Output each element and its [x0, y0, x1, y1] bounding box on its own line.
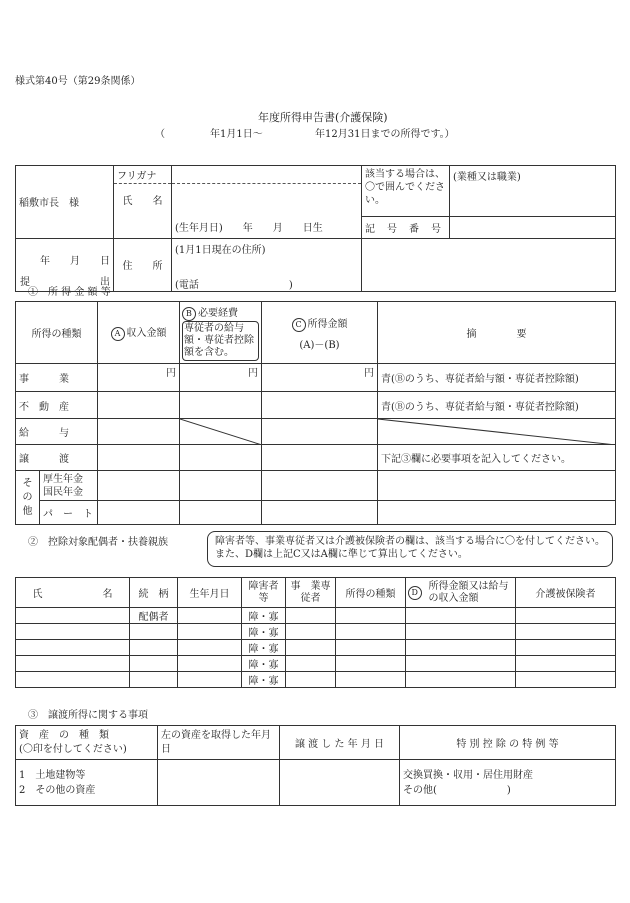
- salary-memo-crossed: [378, 419, 616, 445]
- dep-relation[interactable]: [130, 672, 178, 688]
- birthdate-field[interactable]: (生年月日) 年 月 日生: [172, 216, 362, 238]
- business-memo[interactable]: 青(Ⓑのうち、専従者給与額・専従者控除額): [378, 364, 616, 392]
- transfer-revenue[interactable]: [98, 445, 180, 471]
- col-income-amount: 所得金額又は給与の収入金額: [426, 578, 516, 608]
- col-acquired: 左の資産を取得した年月日: [158, 726, 280, 760]
- transfer-table: [15, 725, 616, 806]
- section1-heading: ① 所 得 金 額 等: [28, 287, 111, 298]
- dep-name[interactable]: [16, 624, 130, 640]
- realestate-memo[interactable]: 青(Ⓑのうち、専従者給与額・専従者控除額): [378, 392, 616, 419]
- dep-disability[interactable]: 障・寡: [242, 608, 286, 624]
- dep-care-insured[interactable]: [516, 672, 616, 688]
- dep-worker[interactable]: [286, 672, 336, 688]
- dep-income-amount[interactable]: [406, 624, 516, 640]
- realestate-revenue[interactable]: [98, 392, 180, 419]
- dep-name[interactable]: [16, 656, 130, 672]
- dep-income-amount[interactable]: [406, 640, 516, 656]
- dep-disability[interactable]: 障・寡: [242, 656, 286, 672]
- business-revenue[interactable]: 円: [98, 364, 180, 392]
- row-business: 事 業: [16, 364, 98, 392]
- address-label: 住 所: [114, 238, 172, 291]
- section2-heading: ② 控除対象配偶者・扶養親族: [28, 537, 168, 548]
- dep-birthdate[interactable]: [178, 656, 242, 672]
- col-disability: 障害者等: [242, 578, 286, 608]
- dep-relation: 配偶者: [130, 608, 178, 624]
- col-income: C 所得金額 (A)－(B): [262, 302, 378, 364]
- dep-care-insured[interactable]: [516, 608, 616, 624]
- transfer-income[interactable]: [262, 445, 378, 471]
- dep-disability[interactable]: 障・寡: [242, 672, 286, 688]
- dep-care-insured[interactable]: [516, 624, 616, 640]
- business-field[interactable]: [450, 183, 616, 216]
- salary-expenses-crossed: [180, 419, 262, 445]
- col-d-mark: D: [406, 578, 426, 608]
- period-start: 年1月1日～: [210, 129, 263, 140]
- col-asset-type: 資 産 の 種 類 (〇印を付してください): [16, 726, 158, 760]
- dep-care-insured[interactable]: [516, 656, 616, 672]
- transfer-expenses[interactable]: [180, 445, 262, 471]
- addressee: 稲敷市長 様: [16, 166, 114, 239]
- col-care-insured: 介護被保険者: [516, 578, 616, 608]
- table-row: [16, 640, 616, 656]
- col-memo: 摘 要: [378, 302, 616, 364]
- name-label-bottom: [114, 216, 172, 238]
- transfer-date-field[interactable]: [280, 760, 400, 806]
- col-name: 氏 名: [16, 578, 130, 608]
- row-other: そ の 他: [16, 471, 40, 525]
- table-row: [16, 672, 616, 688]
- dep-care-insured[interactable]: [516, 640, 616, 656]
- col-family-worker: 事 業専従者: [286, 578, 336, 608]
- col-special-deduction: 特 別 控 除 の 特 例 等: [400, 726, 616, 760]
- col-income-type: 所得の種類: [16, 302, 98, 364]
- asset-type-options[interactable]: 1 土地建物等 2 その他の資産: [16, 760, 158, 806]
- col-income-kind: 所得の種類: [336, 578, 406, 608]
- address-field[interactable]: (1月1日現在の住所) (電話 ): [172, 238, 362, 291]
- furigana-field[interactable]: [172, 166, 362, 184]
- parttime-income[interactable]: [262, 501, 378, 525]
- section3-heading: ③ 譲渡所得に関する事項: [28, 710, 148, 721]
- dep-worker[interactable]: [286, 608, 336, 624]
- furigana-label: フリガナ: [114, 166, 172, 184]
- diagonal-strike: [180, 419, 262, 445]
- dep-income-amount[interactable]: [406, 672, 516, 688]
- applicant-table: [15, 165, 616, 292]
- name-label: 氏 名: [114, 183, 172, 216]
- code-number-field[interactable]: [450, 216, 616, 238]
- realestate-income[interactable]: [262, 392, 378, 419]
- form-number: 様式第40号（第29条関係）: [15, 76, 141, 87]
- pension-revenue[interactable]: [98, 471, 180, 501]
- dep-relation[interactable]: [130, 624, 178, 640]
- dep-income-kind[interactable]: [336, 624, 406, 640]
- transfer-memo[interactable]: 下記③欄に必要事項を記入してください。: [378, 445, 616, 471]
- section2-note: 障害者等、事業専従者又は介護被保険者の欄は、該当する場合に〇を付してください。また、D欄は上記C又はA欄に準じて算出してください。: [215, 536, 605, 560]
- dep-income-kind[interactable]: [336, 640, 406, 656]
- diagonal-strike: [378, 419, 616, 445]
- dep-income-kind[interactable]: [336, 656, 406, 672]
- dep-income-amount[interactable]: [406, 656, 516, 672]
- table-row: [16, 608, 616, 624]
- row-transfer: 譲 渡: [16, 445, 98, 471]
- col-birthdate: 生年月日: [178, 578, 242, 608]
- dep-worker[interactable]: [286, 656, 336, 672]
- parttime-memo[interactable]: [378, 501, 616, 525]
- salary-income[interactable]: [262, 419, 378, 445]
- realestate-expenses[interactable]: [180, 392, 262, 419]
- col-transfer-date: 譲 渡 し た 年 月 日: [280, 726, 400, 760]
- dep-income-kind[interactable]: [336, 608, 406, 624]
- business-expenses[interactable]: 円: [180, 364, 262, 392]
- dep-worker[interactable]: [286, 624, 336, 640]
- pension-expenses[interactable]: [180, 471, 262, 501]
- table-row: [16, 656, 616, 672]
- dep-birthdate[interactable]: [178, 624, 242, 640]
- submit-date[interactable]: 年 月 日 提 出: [16, 238, 114, 291]
- business-label: (業種又は職業): [450, 166, 616, 184]
- acquired-date-field[interactable]: [158, 760, 280, 806]
- business-income[interactable]: 円: [262, 364, 378, 392]
- dep-income-amount[interactable]: [406, 608, 516, 624]
- row-realestate: 不 動 産: [16, 392, 98, 419]
- pension-memo[interactable]: [378, 471, 616, 501]
- income-table: [15, 301, 616, 525]
- dep-name[interactable]: [16, 608, 130, 624]
- dep-worker[interactable]: [286, 640, 336, 656]
- col-relation: 続 柄: [130, 578, 178, 608]
- parttime-revenue[interactable]: [98, 501, 180, 525]
- dep-relation[interactable]: [130, 640, 178, 656]
- dep-relation[interactable]: [130, 656, 178, 672]
- col-expenses: B 必要経費 専従者の給与額・専従者控除額を含む。: [180, 302, 262, 364]
- dep-birthdate[interactable]: [178, 672, 242, 688]
- code-number-label: 記 号 番 号: [362, 216, 450, 238]
- special-deduction-options[interactable]: 交換買換・収用・居住用財産 その他( ): [400, 760, 616, 806]
- applicable-note: 該当する場合は、〇で囲んでください。: [362, 166, 450, 217]
- page-title: 年度所得申告書(介護保険): [258, 111, 388, 124]
- name-field[interactable]: [172, 183, 362, 216]
- dep-name[interactable]: [16, 672, 130, 688]
- salary-revenue[interactable]: [98, 419, 180, 445]
- dep-disability[interactable]: 障・寡: [242, 624, 286, 640]
- period-open: （: [155, 129, 165, 140]
- period-end: 年12月31日までの所得です。）: [315, 129, 455, 140]
- dep-name[interactable]: [16, 640, 130, 656]
- row-salary: 給 与: [16, 419, 98, 445]
- dep-disability[interactable]: 障・寡: [242, 640, 286, 656]
- pension-income[interactable]: [262, 471, 378, 501]
- table-row: [16, 624, 616, 640]
- dep-birthdate[interactable]: [178, 608, 242, 624]
- col-revenue: A 収入金額: [98, 302, 180, 364]
- row-pension: 厚生年金 国民年金: [40, 471, 98, 501]
- dependents-table: [15, 577, 616, 688]
- row-parttime: パ ー ト: [40, 501, 98, 525]
- dep-income-kind[interactable]: [336, 672, 406, 688]
- address-extra[interactable]: [362, 238, 616, 291]
- parttime-expenses[interactable]: [180, 501, 262, 525]
- dep-birthdate[interactable]: [178, 640, 242, 656]
